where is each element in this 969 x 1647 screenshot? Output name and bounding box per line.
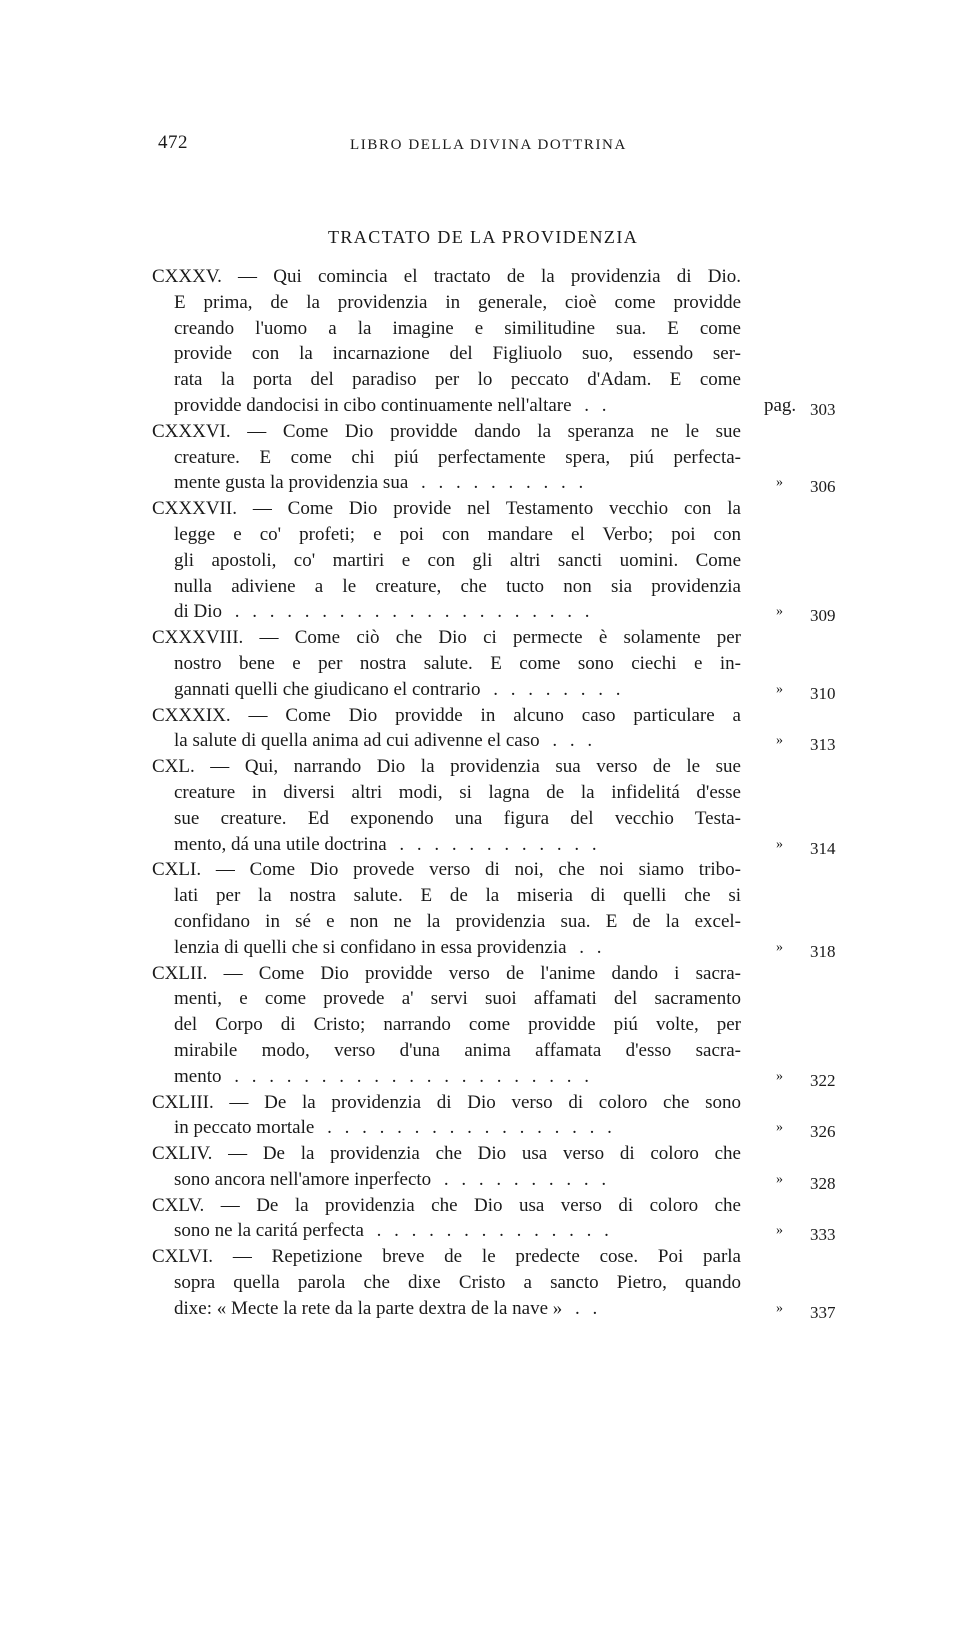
page-number-ref: 303 [810,399,836,419]
toc-entry [0,1141,969,1193]
toc-line-content: confidano in sé e non ne la providenzia sua. E de la excel- [174,910,741,932]
toc-entry-heading-line [0,1193,969,1219]
dot-leader: . . . . . . . . . . . . . . . . . . . . . [222,601,590,623]
toc-entry [0,1244,969,1321]
page-number: 472 [158,132,188,153]
toc-line-content: creature. E come chi piú perfectamente spera, piú perfecta- [174,446,741,468]
page-number-ref: 337 [810,1302,836,1322]
toc-line-text [174,780,741,806]
toc-entry-line [0,574,969,600]
toc-line-content: lenzia di quelli che si confidano in essa providenzia [174,936,567,958]
dot-leader: . . . . . . . . . . . . [386,833,597,855]
toc-line-content: sono ancora nell'amore inperfecto [174,1168,432,1190]
toc-line-content: in peccato mortale [174,1117,315,1139]
page-number-ref: 318 [810,941,836,961]
toc-entry-line [0,651,969,677]
toc-entry [0,703,969,755]
toc-line-content: CXXXV. — Qui comincia el tractato de la providenzia di Dio. [152,266,741,287]
toc-line-content: mento [174,1065,222,1087]
ditto-mark: » [776,475,783,491]
dot-leader: . . . [539,730,593,752]
toc-line-text [174,367,741,393]
toc-entry-line [0,1012,969,1038]
page-number-ref: 310 [810,683,836,703]
toc-line-text [152,419,741,445]
toc-entry-heading-line [0,1244,969,1270]
toc-entry-line [0,393,969,419]
toc-line-text [174,986,741,1012]
toc-entry-line [0,1064,969,1090]
toc-entry [0,419,969,496]
page-number-ref: 328 [810,1173,836,1193]
toc-entry-line [0,806,969,832]
toc-entry [0,264,969,419]
toc-line-text [152,264,741,290]
ditto-mark: » [776,1120,783,1136]
toc-line-text [174,1218,741,1244]
dot-leader: . . . . . . . . [480,678,621,700]
toc-line-text [174,1038,741,1064]
toc-entry [0,1090,969,1142]
toc-line-text [152,857,741,883]
toc-line-content: dixe: « Mecte la rete da la parte dextra de la nave » [174,1297,563,1319]
dot-leader: . . . . . . . . . . . . . . . . . . . . . [221,1065,589,1087]
toc-line-text [174,1167,741,1193]
toc-entry-line [0,599,969,625]
toc-entry-line [0,935,969,961]
dot-leader: . . . . . . . . . . . . . . [363,1220,609,1242]
ditto-mark: » [776,1068,783,1084]
toc-entry-line [0,832,969,858]
toc-line-text [152,496,741,522]
toc-line-text [174,290,741,316]
toc-line-text [174,470,741,496]
toc-line-content: mente gusta la providenzia sua [174,472,409,494]
toc-entry-heading-line [0,419,969,445]
toc-entry-line [0,316,969,342]
ditto-mark: » [776,604,783,620]
toc-line-content: CXLII. — Come Dio providde verso de l'anime dando i sacra- [152,962,741,984]
ditto-mark: » [776,1223,783,1239]
toc-entry-line [0,522,969,548]
page-number-ref: 306 [810,477,836,497]
toc-entry-heading-line [0,857,969,883]
table-of-contents [0,264,969,1322]
ditto-mark: » [776,681,783,697]
toc-entry-line [0,1270,969,1296]
ditto-mark: » [776,733,783,749]
toc-entry-line [0,290,969,316]
page-number-ref: 322 [810,1070,836,1090]
pag-label: pag. [764,394,797,416]
toc-line-text [152,1193,741,1219]
toc-line-content: rata la porta del paradiso per lo peccato d'Adam. E come [174,369,741,391]
toc-line-content: sopra quella parola che dixe Cristo a sancto Pietro, quando [174,1272,741,1294]
toc-entry [0,857,969,960]
toc-line-content: CXLIII. — De la providenzia di Dio verso di coloro che sono [152,1091,741,1113]
toc-line-text [174,599,741,625]
toc-line-text [152,754,741,780]
toc-entry-heading-line [0,496,969,522]
toc-line-content: legge e co' profeti; e poi con mandare el Verbo; poi con [174,523,741,545]
dot-leader: . . . . . . . . . . [431,1168,607,1190]
toc-line-content: lati per la nostra salute. E de la miseria di quelli che si [174,885,741,907]
toc-line-text [152,1090,741,1116]
toc-line-text [174,548,741,574]
toc-line-content: di Dio [174,601,223,623]
dot-leader: . . [571,394,607,416]
toc-entry-line [0,728,969,754]
toc-entry-line [0,1038,969,1064]
toc-line-content: del Corpo di Cristo; narrando come providde piú volte, per [174,1014,741,1036]
ditto-mark: » [776,1171,783,1187]
toc-line-text [174,1012,741,1038]
toc-entry-heading-line [0,703,969,729]
toc-entry-line [0,367,969,393]
toc-entry-line [0,470,969,496]
toc-entry [0,496,969,625]
toc-line-text [174,574,741,600]
toc-line-content: CXXXVI. — Come Dio providde dando la speranza ne le sue [152,420,741,442]
toc-line-text [174,522,741,548]
page-number-ref: 326 [810,1122,836,1142]
toc-entry-line [0,1115,969,1141]
toc-line-content: CXXXIX. — Come Dio providde in alcuno caso particulare a [152,704,741,726]
toc-entry-line [0,1167,969,1193]
toc-line-text [174,1270,741,1296]
toc-line-content: la salute di quella anima ad cui adivenne el caso [174,730,540,752]
toc-line-text [174,341,741,367]
toc-line-text [174,393,741,419]
toc-line-text [174,806,741,832]
toc-entry-line [0,341,969,367]
page-number-ref: 333 [810,1225,836,1245]
toc-line-content: CXL. — Qui, narrando Dio la providenzia sua verso de le sue [152,756,741,778]
toc-line-content: CXXXVII. — Come Dio provide nel Testamento vecchio con la [152,498,741,520]
dot-leader: . . [566,936,602,958]
toc-entry-heading-line [0,1141,969,1167]
toc-line-text [174,909,741,935]
toc-entry-line [0,883,969,909]
toc-line-text [174,445,741,471]
toc-line-content: CXLVI. — Repetizione breve de le predecte cose. Poi parla [152,1246,741,1268]
toc-line-text [174,316,741,342]
toc-line-text [174,1115,741,1141]
toc-line-text [152,625,741,651]
page-number-ref: 309 [810,606,836,626]
toc-entry-heading-line [0,264,969,290]
toc-line-content: creature in diversi altri modi, si lagna de la infidelitá d'esse [174,781,741,803]
toc-line-text [174,832,741,858]
toc-line-content: CXXXVIII. — Come ciò che Dio ci permecte è solamente per [152,627,741,649]
toc-line-text [152,1244,741,1270]
toc-line-content: CXLV. — De la providenzia che Dio usa verso di coloro che [152,1194,741,1216]
toc-line-content: providde dandocisi in cibo continuamente nell'altare [174,394,572,416]
toc-entry-line [0,780,969,806]
ditto-mark: » [776,1300,783,1316]
toc-line-text [152,703,741,729]
toc-line-content: provide con la incarnazione del Figliuolo suo, essendo ser- [174,343,741,365]
toc-line-content: sue creature. Ed exponendo una figura del vecchio Testa- [174,807,741,829]
ditto-mark: » [776,939,783,955]
dot-leader: . . . . . . . . . . . . . . . . . [314,1117,612,1139]
toc-entry-line [0,677,969,703]
toc-line-text [174,1296,741,1322]
toc-line-text [174,883,741,909]
dot-leader: . . [562,1297,598,1319]
toc-entry-line [0,1296,969,1322]
toc-line-content: mirabile modo, verso d'una anima affamata d'esso sacra- [174,1039,741,1061]
toc-line-content: nostro bene e per nostra salute. E come sono ciechi e in- [174,652,741,674]
toc-line-text [152,961,741,987]
toc-entry-line [0,1218,969,1244]
page-number-ref: 314 [810,838,836,858]
toc-line-text [174,935,741,961]
toc-line-content: E prima, de la providenzia in generale, cioè come providde [174,291,741,313]
toc-entry [0,1193,969,1245]
section-title: TRACTATO DE LA PROVIDENZIA [328,227,639,247]
toc-entry [0,754,969,857]
toc-line-text [174,677,741,703]
toc-entry-line [0,909,969,935]
toc-entry-heading-line [0,754,969,780]
book-title: LIBRO DELLA DIVINA DOTTRINA [350,137,627,153]
page-number-ref: 313 [810,735,836,755]
toc-entry-line [0,445,969,471]
toc-entry [0,625,969,702]
toc-entry-heading-line [0,1090,969,1116]
toc-line-content: creando l'uomo a la imagine e similitudine sua. E come [174,317,741,339]
toc-line-content: gli apostoli, co' martiri e con gli altri sancti uomini. Come [174,549,741,571]
ditto-mark: » [776,836,783,852]
toc-entry-heading-line [0,625,969,651]
toc-line-content: CXLIV. — De la providenzia che Dio usa verso di coloro che [152,1143,741,1165]
dot-leader: . . . . . . . . . . [408,472,584,494]
toc-line-content: menti, e come provede a' servi suoi affamati del sacramento [174,988,741,1010]
toc-entry-line [0,986,969,1012]
toc-line-content: gannati quelli che giudicano el contrario [174,678,481,700]
toc-line-text [152,1141,741,1167]
toc-line-text [174,651,741,677]
toc-line-content: CXLI. — Come Dio provede verso di noi, che noi siamo tribo- [152,859,741,881]
toc-line-content: sono ne la caritá perfecta [174,1220,364,1242]
toc-line-content: nulla adiviene a le creature, che tucto non sia providenzia [174,575,741,597]
toc-entry-line [0,548,969,574]
toc-entry [0,961,969,1090]
toc-entry-heading-line [0,961,969,987]
toc-line-text [174,1064,741,1090]
toc-line-text [174,728,741,754]
running-head [158,132,718,162]
toc-line-content: mento, dá una utile doctrina [174,833,387,855]
